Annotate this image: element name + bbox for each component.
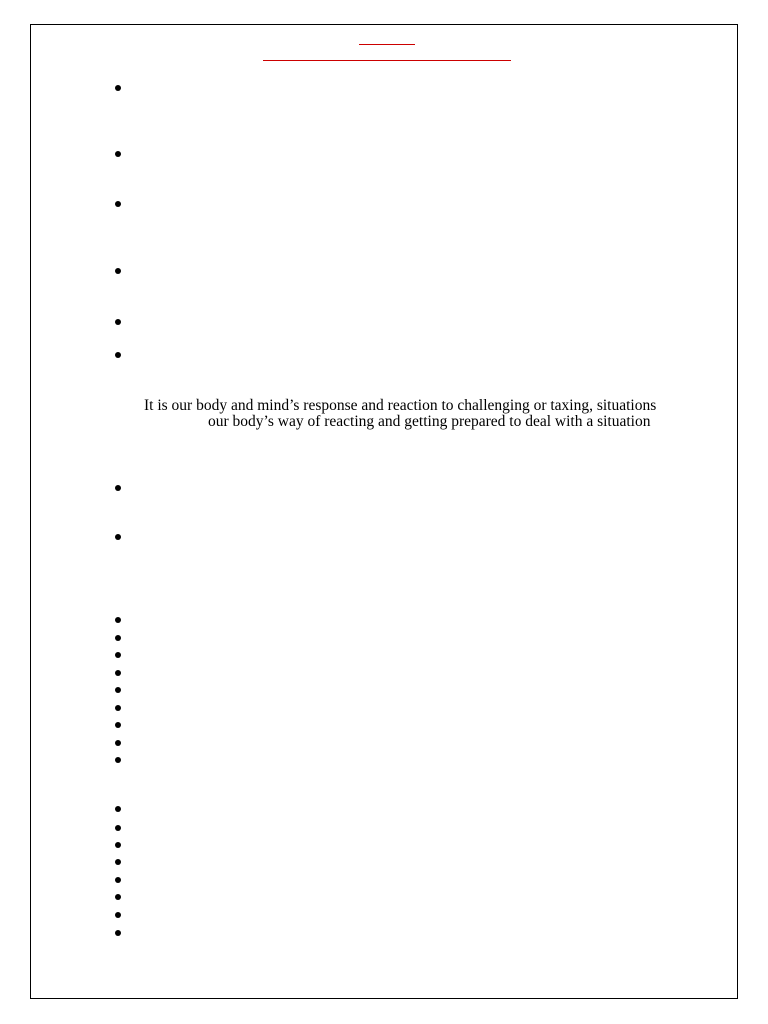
bullet-point [115,722,121,728]
definition-line-2: our body’s way of reacting and getting prepared to deal with a situation [208,413,651,430]
bullet-point [115,687,121,693]
title-underline-short [359,44,415,45]
bullet-point [115,485,121,491]
bullet-point [115,534,121,540]
bullet-point [115,617,121,623]
bullet-point [115,705,121,711]
bullet-point [115,652,121,658]
bullet-point [115,740,121,746]
bullet-point [115,842,121,848]
bullet-point [115,877,121,883]
bullet-point [115,635,121,641]
bullet-point [115,894,121,900]
title-underline-long [263,60,511,61]
bullet-point [115,201,121,207]
bullet-point [115,825,121,831]
document-page [30,24,738,999]
bullet-point [115,151,121,157]
bullet-point [115,85,121,91]
definition-line-1: It is our body and mind’s response and reaction to challenging or taxing, situations [144,397,657,414]
bullet-point [115,319,121,325]
bullet-point [115,352,121,358]
bullet-point [115,806,121,812]
bullet-point [115,912,121,918]
bullet-point [115,670,121,676]
bullet-point [115,757,121,763]
bullet-point [115,268,121,274]
bullet-point [115,859,121,865]
bullet-point [115,930,121,936]
